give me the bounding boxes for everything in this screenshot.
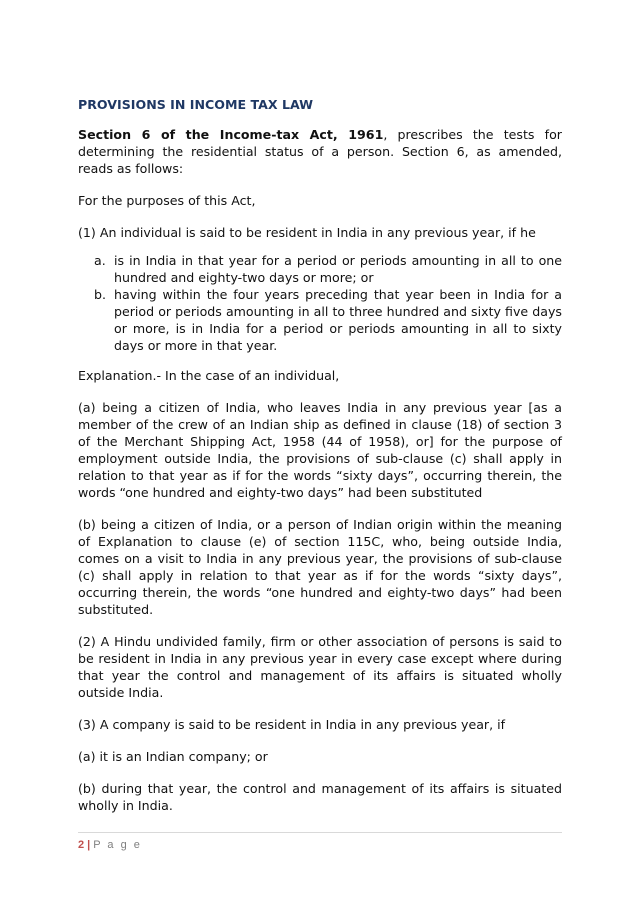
page-number: 2 xyxy=(78,839,85,851)
clause-2: (2) A Hindu undivided family, firm or other association of persons is said to be resident in India in any previous year in every case except where during that year the control and management of its affairs is situated wholly outside India. xyxy=(78,634,562,700)
explanation-b: (b) being a citizen of India, or a person of Indian origin within the meaning of Explanation to clause (e) of section 115C, who, being outside India, comes on a visit to India in any previous year, the provisions of sub-clause (c) shall apply in relation to that year as if for the words “sixty days”, occurring therein, the words “one hundred and eighty-two days” had been substituted. xyxy=(78,517,562,617)
clause-3-b: (b) during that year, the control and management of its affairs is situated wholly in India. xyxy=(78,781,562,813)
purposes-paragraph: For the purposes of this Act, xyxy=(78,193,256,208)
intro-paragraph xyxy=(78,126,562,177)
list-item xyxy=(78,286,562,354)
list-item-text: having within the four years preceding that year been in India for a period or periods amounting in all to three hundred and sixty five days or more, is in India for a period or periods amounting in all to sixty days or more in that year. xyxy=(114,287,562,353)
list-marker: a. xyxy=(94,253,106,268)
intro-text: , prescribes the tests for determining the residential status of a person. Section 6, as amended, reads as follows: xyxy=(78,127,562,176)
clause-3: (3) A company is said to be resident in India in any previous year, if xyxy=(78,717,506,732)
section-heading: PROVISIONS IN INCOME TAX LAW xyxy=(78,97,314,112)
list-item xyxy=(78,252,562,286)
explanation-a: (a) being a citizen of India, who leaves India in any previous year [as a member of the crew of an Indian ship as defined in clause (18) of section 3 of the Merchant Shipping Act, 1958 (44 of 1958), or] for the purpose of employment outside India, the provisions of sub-clause (c) shall apply in relation to that year as if for the words “sixty days”, occurring therein, the words “one hundred and eighty-two days” had been substituted xyxy=(78,400,562,500)
act-reference: Section 6 of the Income-tax Act, 1961 xyxy=(78,127,384,142)
explanation-heading: Explanation.- In the case of an individual, xyxy=(78,368,340,383)
clause-1-sub-list xyxy=(78,252,562,354)
clause-1: (1) An individual is said to be resident in India in any previous year, if he xyxy=(78,225,536,240)
list-item-text: is in India in that year for a period or periods amounting in all to one hundred and eighty-two days or more; or xyxy=(114,253,562,285)
list-marker: b. xyxy=(94,287,106,302)
clause-3-a: (a) it is an Indian company; or xyxy=(78,749,268,764)
document-page xyxy=(78,96,562,829)
page-label: P a g e xyxy=(93,839,142,851)
page-footer xyxy=(78,832,562,851)
footer-separator: | xyxy=(87,839,91,851)
